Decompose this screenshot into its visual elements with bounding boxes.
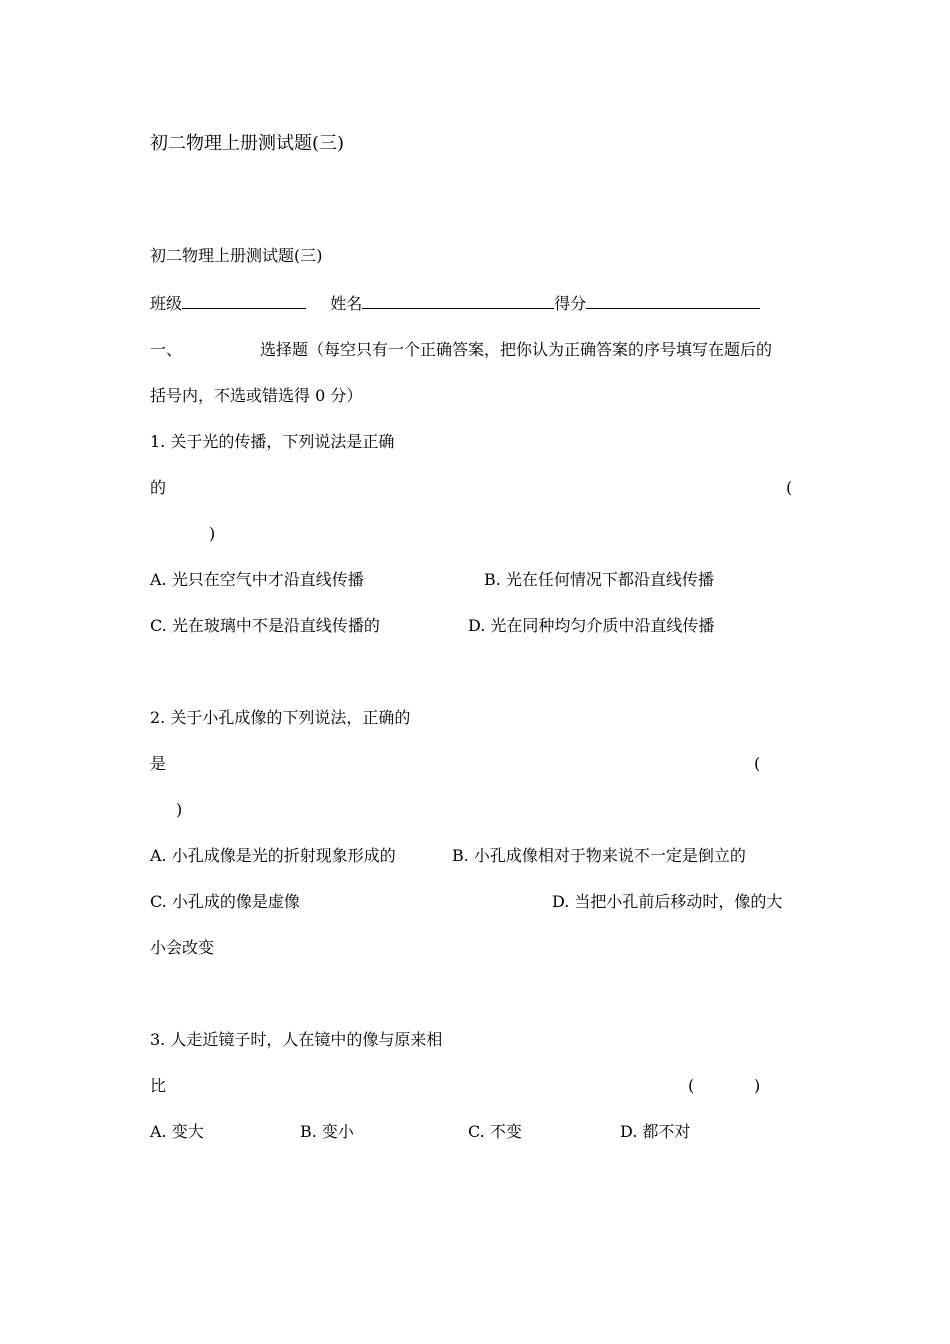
q3-option-c: C. 不变 <box>468 1122 522 1141</box>
section1-instructions-line2: 括号内，不选或错选得 0 分） <box>150 386 363 405</box>
q2-option-b: B. 小孔成像相对于物来说不一定是倒立的 <box>452 846 746 865</box>
score-blank <box>586 293 760 309</box>
section1-number: 一、 <box>150 340 183 359</box>
q1-option-a: A. 光只在空气中才沿直线传播 <box>150 570 364 589</box>
class-blank <box>182 293 306 309</box>
q2-paren-open: ( <box>754 754 761 773</box>
document-title: 初二物理上册测试题(三) <box>150 133 345 154</box>
score-label: 得分 <box>554 294 587 313</box>
q2-stem-end: 是 <box>150 754 167 773</box>
q2-option-d: D. 当把小孔前后移动时，像的大 <box>552 892 783 911</box>
q3-option-b: B. 变小 <box>300 1122 354 1141</box>
q2-option-d-continued: 小会改变 <box>150 938 215 957</box>
q1-option-c: C. 光在玻璃中不是沿直线传播的 <box>150 616 380 635</box>
q3-stem-end: 比 <box>150 1076 167 1095</box>
q3-paren-open: ( <box>688 1076 695 1095</box>
q1-option-b: B. 光在任何情况下都沿直线传播 <box>484 570 714 589</box>
q3-paren-close: ) <box>754 1076 761 1095</box>
section1-instructions-line1: 选择题（每空只有一个正确答案，把你认为正确答案的序号填写在题后的 <box>260 340 773 359</box>
q3-stem: 3. 人走近镜子时，人在镜中的像与原来相 <box>150 1030 443 1049</box>
q3-option-d: D. 都不对 <box>620 1122 691 1141</box>
q3-option-a: A. 变大 <box>150 1122 204 1141</box>
q2-paren-close: ) <box>176 800 183 819</box>
q2-stem: 2. 关于小孔成像的下列说法，正确的 <box>150 708 411 727</box>
q1-paren-open: ( <box>786 478 793 497</box>
q1-paren-close: ) <box>209 524 216 543</box>
q1-stem-end: 的 <box>150 478 167 497</box>
q2-option-a: A. 小孔成像是光的折射现象形成的 <box>150 846 396 865</box>
q2-option-c: C. 小孔成的像是虚像 <box>150 892 300 911</box>
document-subtitle: 初二物理上册测试题(三) <box>150 246 323 265</box>
header-fields-row <box>150 293 760 314</box>
class-label: 班级 <box>150 294 183 313</box>
q1-stem: 1. 关于光的传播，下列说法是正确 <box>150 432 395 451</box>
name-label: 姓名 <box>330 294 363 313</box>
q1-option-d: D. 光在同种均匀介质中沿直线传播 <box>468 616 715 635</box>
name-blank <box>362 293 554 309</box>
